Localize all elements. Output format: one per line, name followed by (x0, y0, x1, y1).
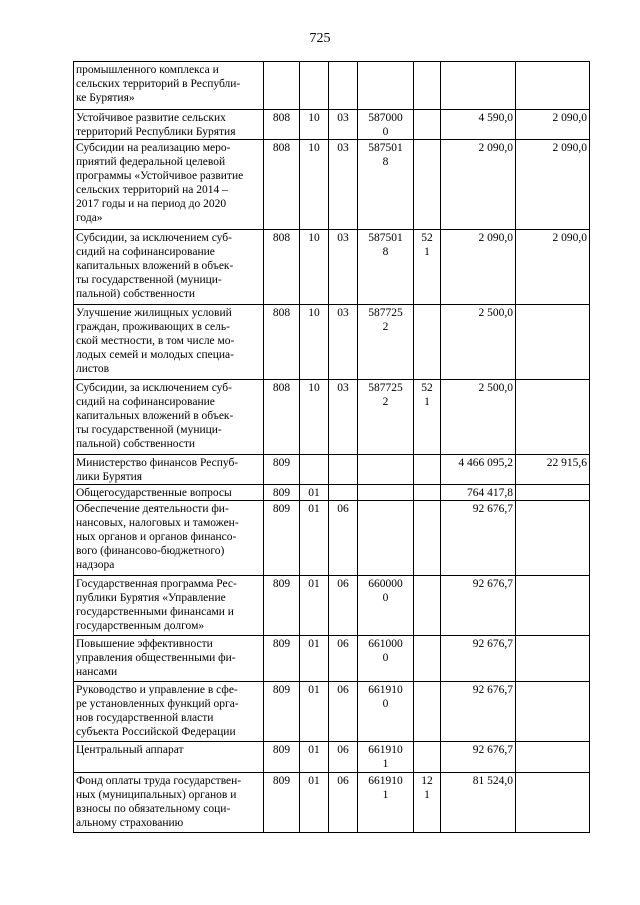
expense-type-code (414, 501, 441, 576)
target-article-code (358, 485, 414, 501)
ministry-code: 808 (264, 230, 300, 305)
subsection-code: 03 (329, 380, 358, 455)
ministry-code: 809 (264, 773, 300, 833)
section-code: 01 (300, 501, 329, 576)
table-row (74, 455, 590, 485)
sum-total: 92 676,7 (441, 682, 516, 742)
table-row (74, 380, 590, 455)
row-name: Центральный аппарат (74, 742, 264, 773)
sum-federal: 2 090,0 (516, 140, 590, 230)
expense-type-code (414, 742, 441, 773)
target-article-code: 661910 0 (358, 682, 414, 742)
sum-total: 2 090,0 (441, 230, 516, 305)
expense-type-code: 52 1 (414, 230, 441, 305)
section-code (300, 62, 329, 110)
subsection-code (329, 485, 358, 501)
subsection-code: 06 (329, 773, 358, 833)
sum-federal (516, 305, 590, 380)
expense-type-code (414, 682, 441, 742)
sum-federal (516, 682, 590, 742)
ministry-code: 808 (264, 140, 300, 230)
table-row (74, 682, 590, 742)
subsection-code: 03 (329, 230, 358, 305)
sum-federal (516, 773, 590, 833)
ministry-code: 808 (264, 110, 300, 140)
sum-federal (516, 742, 590, 773)
subsection-code: 06 (329, 576, 358, 636)
ministry-code: 809 (264, 576, 300, 636)
ministry-code: 808 (264, 380, 300, 455)
section-code: 01 (300, 636, 329, 682)
ministry-code: 809 (264, 682, 300, 742)
section-code: 10 (300, 305, 329, 380)
expense-type-code: 12 1 (414, 773, 441, 833)
sum-total: 92 676,7 (441, 742, 516, 773)
sum-total: 4 590,0 (441, 110, 516, 140)
target-article-code (358, 501, 414, 576)
sum-federal: 2 090,0 (516, 110, 590, 140)
sum-total: 92 676,7 (441, 501, 516, 576)
subsection-code: 06 (329, 501, 358, 576)
sum-federal: 22 915,6 (516, 455, 590, 485)
target-article-code: 660000 0 (358, 576, 414, 636)
subsection-code: 03 (329, 140, 358, 230)
section-code: 01 (300, 576, 329, 636)
table-row (74, 305, 590, 380)
row-name: Субсидии на реализацию меро- приятий федеральной целевой программы «Устойчивое развитие сельских территорий на 2014 – 2017 годы и на период до 2020 года» (74, 140, 264, 230)
subsection-code: 06 (329, 682, 358, 742)
sum-total: 2 500,0 (441, 305, 516, 380)
expense-type-code (414, 140, 441, 230)
subsection-code: 06 (329, 636, 358, 682)
section-code: 01 (300, 485, 329, 501)
table-row (74, 110, 590, 140)
table-row (74, 576, 590, 636)
expense-type-code (414, 110, 441, 140)
subsection-code: 03 (329, 110, 358, 140)
row-name: Улучшение жилищных условий граждан, проживающих в сель- ской местности, в том числе мо- лодых семей и молодых специа- листов (74, 305, 264, 380)
ministry-code: 808 (264, 305, 300, 380)
target-article-code: 587000 0 (358, 110, 414, 140)
expense-type-code (414, 62, 441, 110)
section-code: 10 (300, 380, 329, 455)
section-code: 10 (300, 230, 329, 305)
section-code: 10 (300, 140, 329, 230)
row-name: Министерство финансов Респуб- лики Бурятия (74, 455, 264, 485)
sum-total: 92 676,7 (441, 576, 516, 636)
ministry-code: 809 (264, 455, 300, 485)
expense-type-code (414, 576, 441, 636)
table-row (74, 485, 590, 501)
section-code: 01 (300, 773, 329, 833)
section-code: 10 (300, 110, 329, 140)
sum-total: 2 090,0 (441, 140, 516, 230)
ministry-code: 809 (264, 742, 300, 773)
target-article-code: 661910 1 (358, 773, 414, 833)
sum-federal (516, 485, 590, 501)
sum-federal (516, 380, 590, 455)
table-row (74, 140, 590, 230)
page-number: 725 (309, 31, 331, 46)
section-code: 01 (300, 682, 329, 742)
target-article-code: 661910 1 (358, 742, 414, 773)
row-name: Государственная программа Рес- публики Бурятия «Управление государственными финансами и государственным долгом» (74, 576, 264, 636)
section-code (300, 455, 329, 485)
row-name: Повышение эффективности управления общественными фи- нансами (74, 636, 264, 682)
target-article-code: 661000 0 (358, 636, 414, 682)
row-name: Руководство и управление в сфе- ре установленных функций орга- нов государственной власти субъекта Российской Федерации (74, 682, 264, 742)
row-name: Субсидии, за исключением суб- сидий на софинансирование капитальных вложений в объек- ты государственной (муници- пальной) собственности (74, 380, 264, 455)
subsection-code (329, 455, 358, 485)
table-row (74, 62, 590, 110)
ministry-code: 809 (264, 636, 300, 682)
target-article-code: 587501 8 (358, 230, 414, 305)
expense-type-code: 52 1 (414, 380, 441, 455)
target-article-code: 587725 2 (358, 305, 414, 380)
expense-type-code (414, 485, 441, 501)
sum-total: 4 466 095,2 (441, 455, 516, 485)
table-row (74, 501, 590, 576)
row-name: Устойчивое развитие сельских территорий Республики Бурятия (74, 110, 264, 140)
ministry-code: 809 (264, 501, 300, 576)
table-row (74, 742, 590, 773)
subsection-code (329, 62, 358, 110)
row-name: Общегосударственные вопросы (74, 485, 264, 501)
row-name: Обеспечение деятельности фи- нансовых, налоговых и таможен- ных органов и органов финансо- вого (финансово-бюджетного) надзора (74, 501, 264, 576)
row-name: промышленного комплекса и сельских территорий в Республи- ке Бурятия» (74, 62, 264, 110)
expense-type-code (414, 455, 441, 485)
target-article-code: 587725 2 (358, 380, 414, 455)
sum-total: 2 500,0 (441, 380, 516, 455)
table-row (74, 230, 590, 305)
sum-total: 92 676,7 (441, 636, 516, 682)
subsection-code: 03 (329, 305, 358, 380)
sum-federal (516, 576, 590, 636)
expense-type-code (414, 305, 441, 380)
ministry-code (264, 62, 300, 110)
row-name: Субсидии, за исключением суб- сидий на софинансирование капитальных вложений в объек- ты государственной (муници- пальной) собственности (74, 230, 264, 305)
sum-total (441, 62, 516, 110)
expense-type-code (414, 636, 441, 682)
budget-table (73, 61, 590, 833)
sum-federal (516, 636, 590, 682)
ministry-code: 809 (264, 485, 300, 501)
sum-total: 81 524,0 (441, 773, 516, 833)
target-article-code: 587501 8 (358, 140, 414, 230)
section-code: 01 (300, 742, 329, 773)
sum-federal: 2 090,0 (516, 230, 590, 305)
sum-federal (516, 501, 590, 576)
sum-total: 764 417,8 (441, 485, 516, 501)
subsection-code: 06 (329, 742, 358, 773)
sum-federal (516, 62, 590, 110)
target-article-code (358, 62, 414, 110)
target-article-code (358, 455, 414, 485)
row-name: Фонд оплаты труда государствен- ных (муниципальных) органов и взносы по обязательному соци- альному страхованию (74, 773, 264, 833)
table-row (74, 773, 590, 833)
table-row (74, 636, 590, 682)
